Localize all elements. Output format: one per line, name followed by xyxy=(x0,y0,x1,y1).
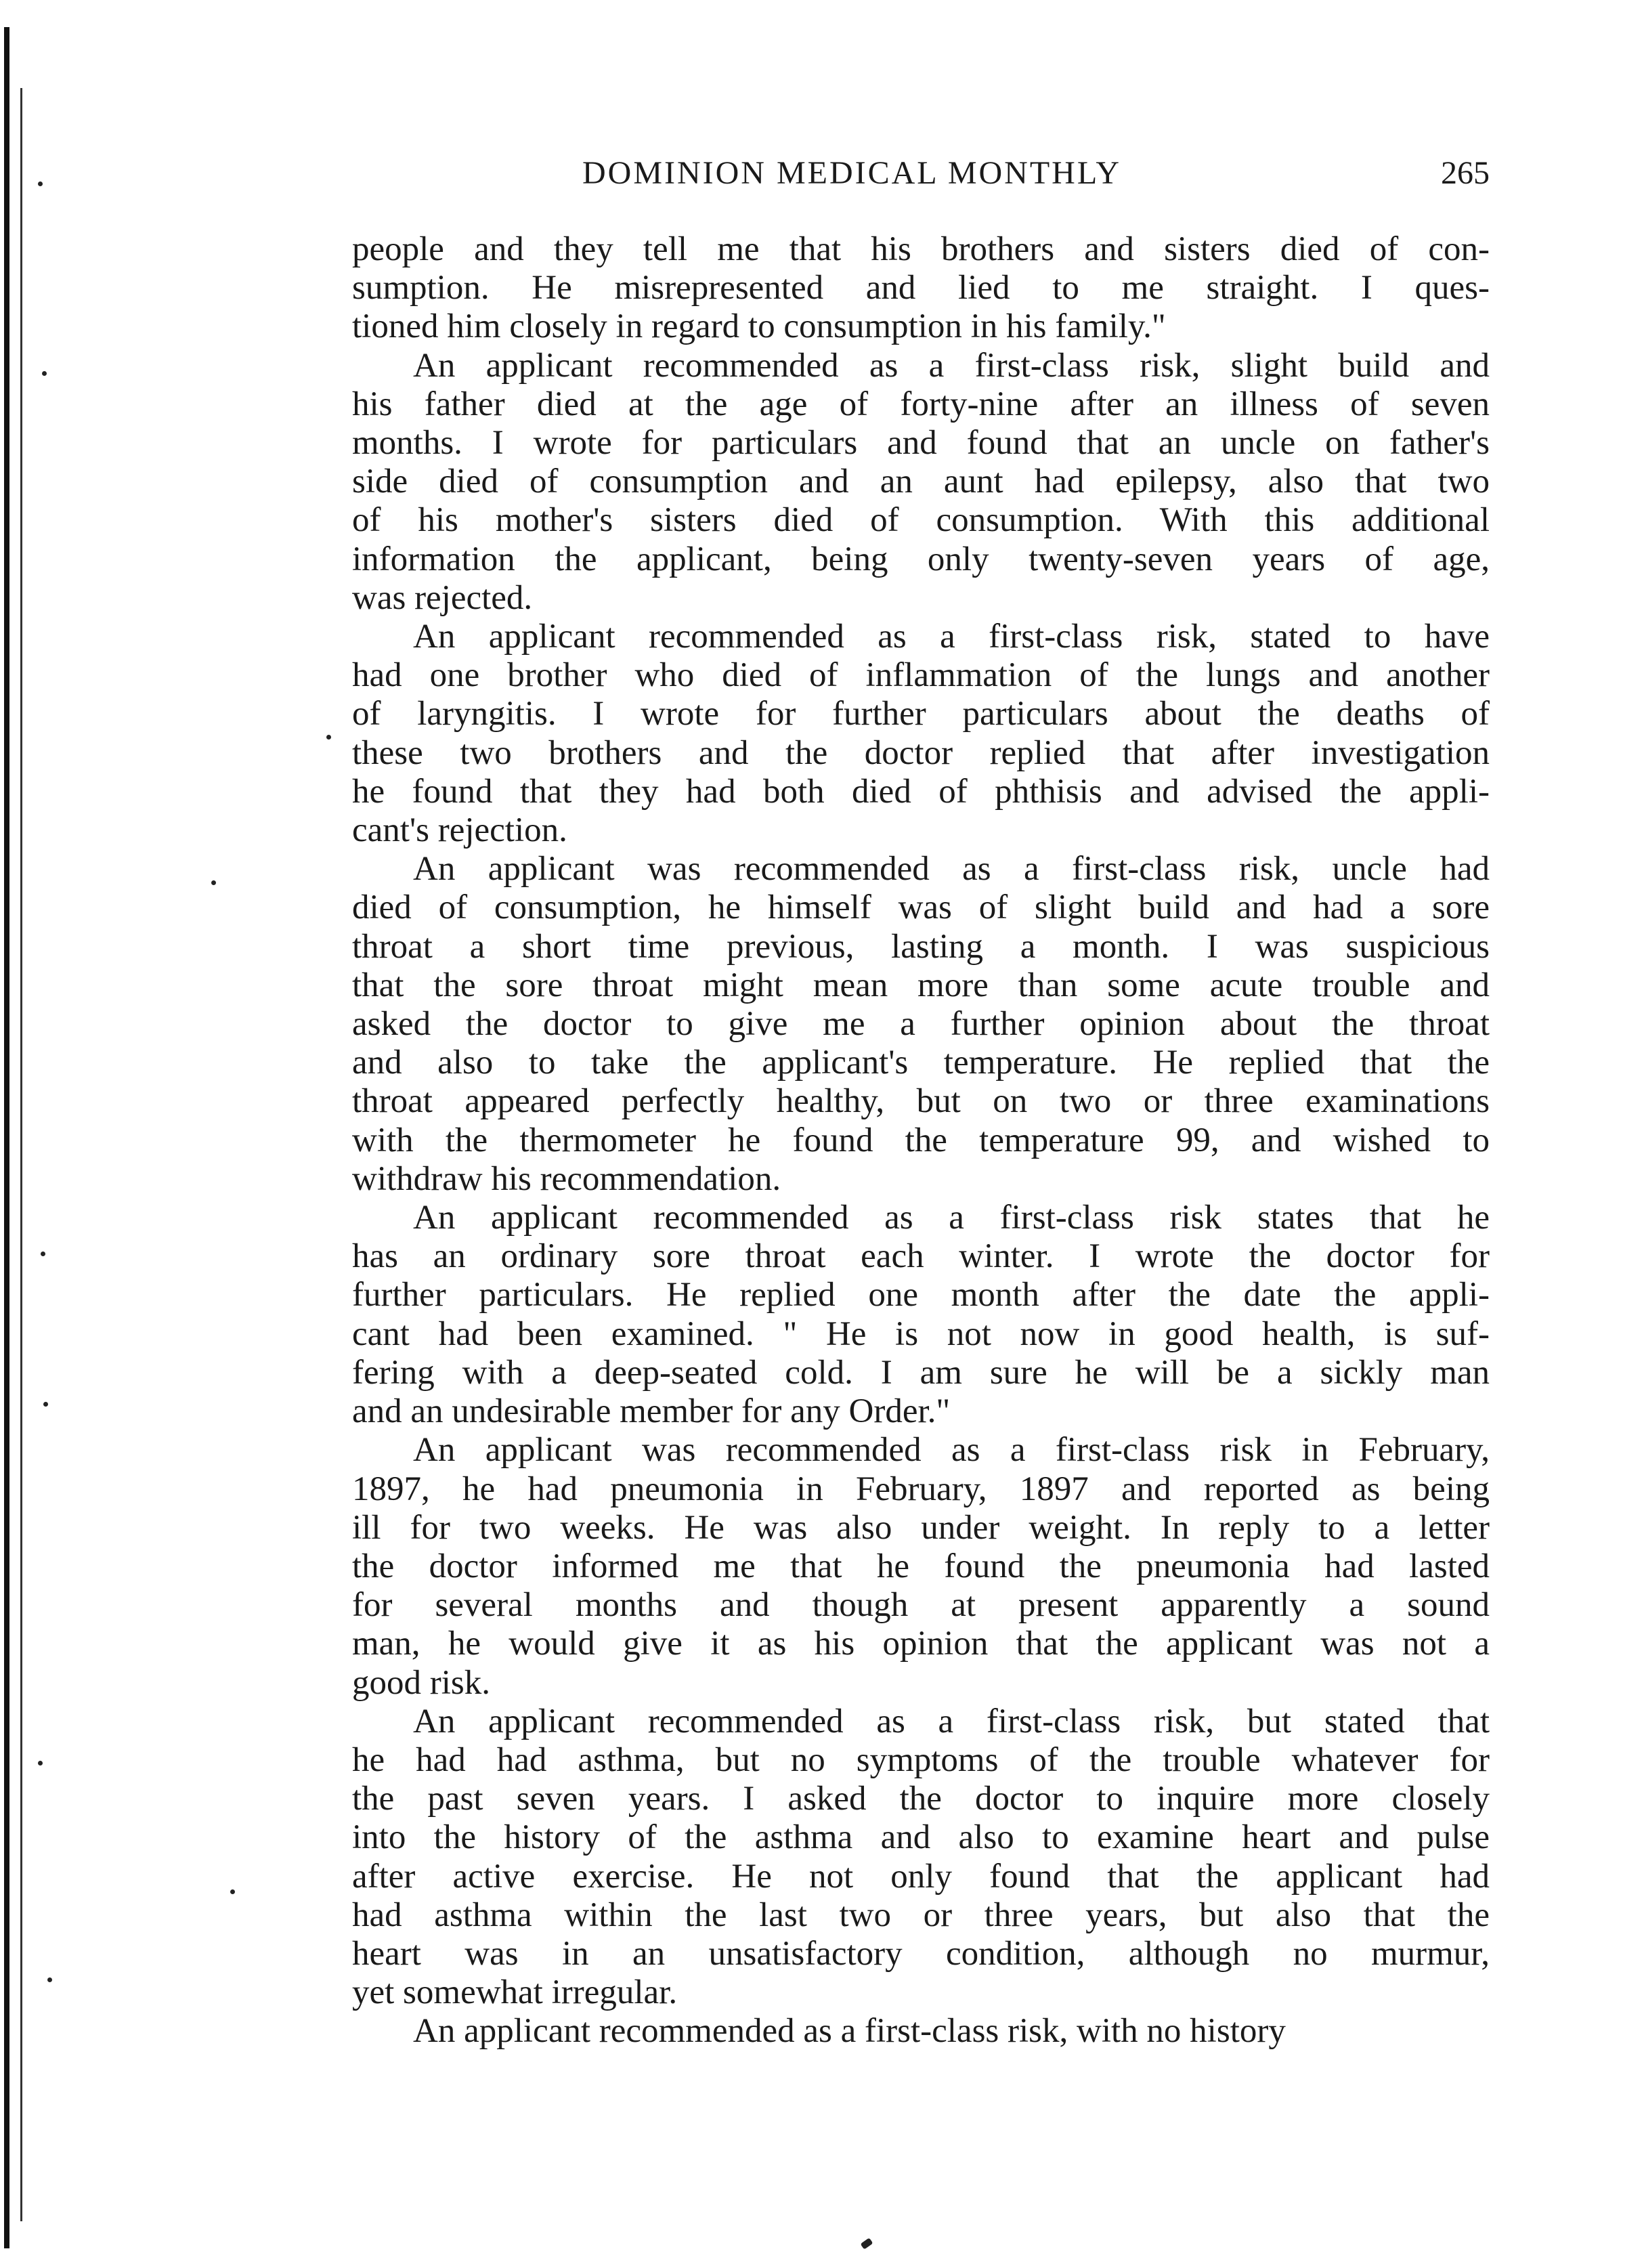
text-line: after active exercise. He not only found that the applicant had xyxy=(352,1857,1490,1896)
text-line: for several months and though at present apparently a sound xyxy=(352,1586,1490,1625)
text-line: these two brothers and the doctor replied that after investigation xyxy=(352,733,1490,772)
text-line: months. I wrote for particulars and found that an uncle on father's xyxy=(352,424,1490,463)
text-line: ill for two weeks. He was also under weight. In reply to a letter xyxy=(352,1508,1490,1547)
text-line: heart was in an unsatisfactory condition, although no murmur, xyxy=(352,1934,1490,1973)
text-line: his father died at the age of forty-nine after an illness of seven xyxy=(352,385,1490,423)
running-title: DOMINION MEDICAL MONTHLY xyxy=(582,155,1122,191)
text-line: yet somewhat irregular. xyxy=(352,1973,678,2012)
text-line: information the applicant, being only twenty-seven years of age, xyxy=(352,540,1490,578)
text-line: the doctor informed me that he found the pneumonia had lasted xyxy=(352,1547,1490,1585)
scan-speck xyxy=(211,880,216,885)
text-line: fering with a deep-seated cold. I am sure he will be a sickly man xyxy=(352,1353,1490,1392)
text-line: the past seven years. I asked the doctor to inquire more closely xyxy=(352,1780,1490,1818)
text-line: An applicant was recommended as a first-class risk in February, xyxy=(413,1431,1490,1470)
text-line: died of consumption, he himself was of slight build and had a sore xyxy=(352,889,1490,927)
text-line: of his mother's sisters died of consumption. With this additional xyxy=(352,501,1490,540)
text-line: An applicant recommended as a first-class risk, slight build and xyxy=(413,346,1490,385)
paragraph xyxy=(352,618,1490,850)
paragraph xyxy=(352,2012,1490,2051)
text-line: people and they tell me that his brothers and sisters died of con- xyxy=(352,230,1490,268)
text-line: he found that they had both died of phthisis and advised the appli- xyxy=(352,772,1490,811)
scan-binding-line xyxy=(20,88,22,2221)
text-line: An applicant recommended as a first-class risk states that he xyxy=(413,1199,1490,1237)
scan-speck xyxy=(38,181,43,186)
paragraph xyxy=(352,1199,1490,1431)
text-line: and an undesirable member for any Order." xyxy=(352,1392,951,1431)
scan-speck xyxy=(43,1402,48,1407)
text-line: throat appeared perfectly healthy, but on two or three examinations xyxy=(352,1082,1490,1121)
text-line: tioned him closely in regard to consumption in his family." xyxy=(352,307,1166,346)
text-line: An applicant was recommended as a first-class risk, uncle had xyxy=(413,850,1490,889)
text-line: into the history of the asthma and also to examine heart and pulse xyxy=(352,1818,1490,1857)
text-line: asked the doctor to give me a further opinion about the throat xyxy=(352,1005,1490,1044)
text-line: further particulars. He replied one month after the date the appli- xyxy=(352,1276,1490,1314)
text-line: had asthma within the last two or three years, but also that the xyxy=(352,1896,1490,1934)
text-line: of laryngitis. I wrote for further particulars about the deaths of xyxy=(352,695,1490,733)
text-line: withdraw his recommendation. xyxy=(352,1159,781,1198)
text-line: was rejected. xyxy=(352,578,533,617)
scan-speck xyxy=(42,371,47,376)
text-line: throat a short time previous, lasting a month. I was suspicious xyxy=(352,927,1490,966)
text-line: cant's rejection. xyxy=(352,811,567,850)
text-line: An applicant recommended as a first-class risk, but stated that xyxy=(413,1702,1490,1740)
scan-left-edge xyxy=(4,27,9,2248)
article-body xyxy=(352,230,1490,2051)
text-line: good risk. xyxy=(352,1663,490,1702)
text-line: man, he would give it as his opinion that the applicant was not a xyxy=(352,1625,1490,1663)
text-line: he had had asthma, but no symptoms of the trouble whatever for xyxy=(352,1740,1490,1779)
text-line: An applicant recommended as a first-class risk, stated to have xyxy=(413,618,1490,656)
scan-speck xyxy=(230,1889,235,1894)
text-line: sumption. He misrepresented and lied to me straight. I ques- xyxy=(352,269,1490,307)
scan-mark xyxy=(861,2238,873,2249)
text-line: 1897, he had pneumonia in February, 1897 and reported as being xyxy=(352,1470,1490,1508)
page-header xyxy=(352,154,1490,202)
scan-speck xyxy=(41,1251,45,1256)
scan-speck xyxy=(326,735,331,740)
text-line: with the thermometer he found the temperature 99, and wished to xyxy=(352,1121,1490,1159)
paragraph xyxy=(352,230,1490,347)
paragraph xyxy=(352,850,1490,1199)
scan-speck xyxy=(38,1761,43,1766)
text-line: has an ordinary sore throat each winter. I wrote the doctor for xyxy=(352,1237,1490,1276)
text-line: that the sore throat might mean more than some acute trouble and xyxy=(352,966,1490,1004)
text-line: An applicant recommended as a first-class risk, with no history xyxy=(413,2012,1286,2051)
page-number: 265 xyxy=(1441,155,1490,191)
text-line: side died of consumption and an aunt had epilepsy, also that two xyxy=(352,463,1490,501)
paragraph xyxy=(352,1703,1490,2013)
paragraph xyxy=(352,1431,1490,1702)
text-line: and also to take the applicant's temperature. He replied that the xyxy=(352,1044,1490,1082)
text-line: cant had been examined. " He is not now in good health, is suf- xyxy=(352,1314,1490,1353)
scan-speck xyxy=(47,1977,52,1982)
text-line: had one brother who died of inflammation of the lungs and another xyxy=(352,656,1490,695)
paragraph xyxy=(352,347,1490,618)
